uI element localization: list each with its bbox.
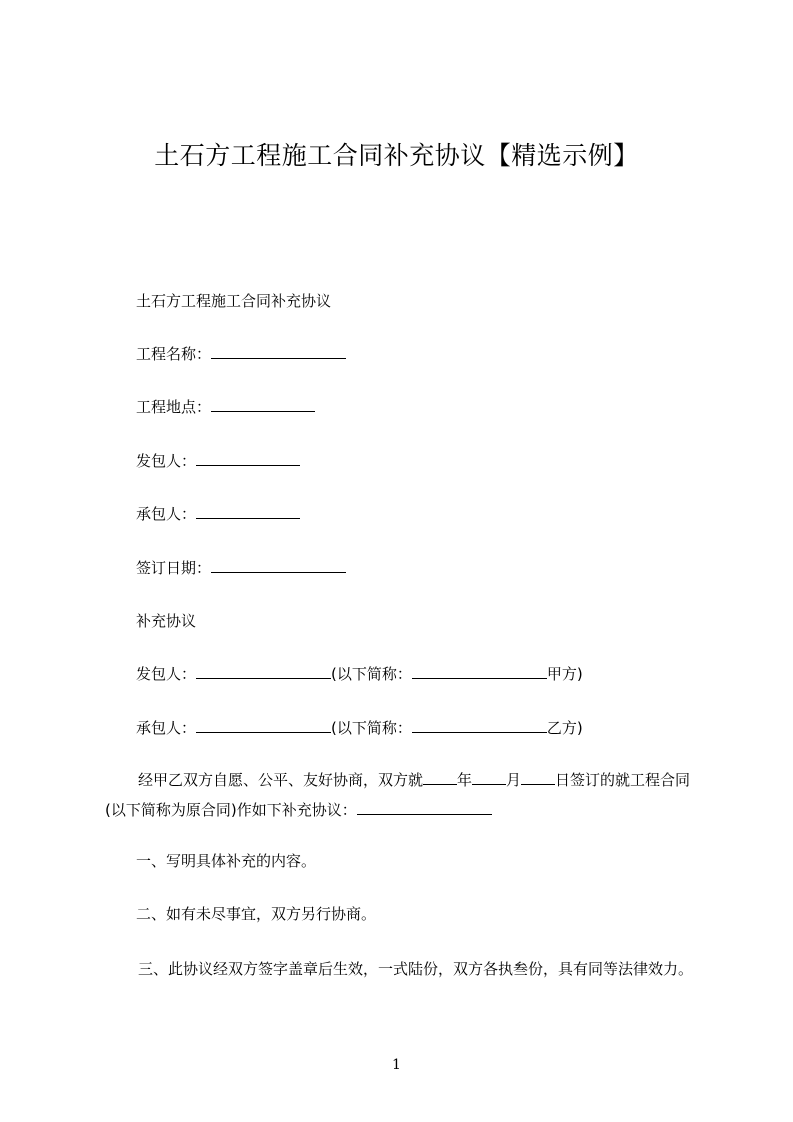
intro-part2: 日签订的就工程合同(以下简称为原合同)作如下补充协议： [105, 771, 691, 819]
party-b-blank [196, 718, 331, 733]
sign-date-label: 签订日期： [136, 559, 212, 577]
clause-3: 三、此协议经双方签字盖章后生效，一式陆份，双方各执叁份，具有同等法律效力。 [138, 960, 694, 978]
intro-year-blank [423, 770, 457, 785]
party-b-line [136, 717, 583, 739]
sign-date-blank [211, 558, 346, 573]
party-b-label: 承包人： [136, 719, 197, 737]
supplement-heading: 补充协议 [136, 612, 197, 630]
page-number: 1 [392, 1057, 401, 1073]
contractor-blank [196, 504, 300, 519]
document-title: 土石方工程施工合同补充协议【精选示例】 [154, 141, 639, 170]
intro-part1: 经甲乙双方自愿、公平、友好协商，双方就 [138, 771, 424, 789]
project-location-label: 工程地点： [136, 398, 212, 416]
contractor-line [136, 503, 300, 525]
document-subtitle: 土石方工程施工合同补充协议 [136, 292, 332, 310]
project-location-line [136, 396, 315, 418]
intro-month-blank [472, 770, 506, 785]
project-name-blank [211, 344, 346, 359]
intro-year: 年 [457, 771, 473, 789]
intro-paragraph [105, 765, 707, 825]
party-a-line [136, 663, 583, 685]
contractor-label: 承包人： [136, 505, 197, 523]
intro-month: 月 [506, 771, 522, 789]
party-a-label: 发包人： [136, 665, 197, 683]
intro-content-blank [357, 800, 492, 815]
project-location-blank [211, 397, 315, 412]
party-a-alias-prefix: (以下简称： [331, 665, 412, 683]
party-a-blank [196, 664, 331, 679]
party-b-alias-suffix: 乙方) [546, 719, 583, 737]
project-name-label: 工程名称： [136, 345, 212, 363]
sign-date-line [136, 557, 346, 579]
party-a-alias-blank [412, 664, 547, 679]
party-a-alias-suffix: 甲方) [546, 665, 583, 683]
employer-blank [196, 451, 300, 466]
clause-1: 一、写明具体补充的内容。 [136, 852, 317, 870]
intro-day-blank [521, 770, 555, 785]
party-b-alias-blank [412, 718, 547, 733]
project-name-line [136, 343, 346, 365]
employer-label: 发包人： [136, 452, 197, 470]
clause-2: 二、如有未尽事宜，双方另行协商。 [136, 905, 377, 923]
employer-line [136, 450, 300, 472]
party-b-alias-prefix: (以下简称： [331, 719, 412, 737]
